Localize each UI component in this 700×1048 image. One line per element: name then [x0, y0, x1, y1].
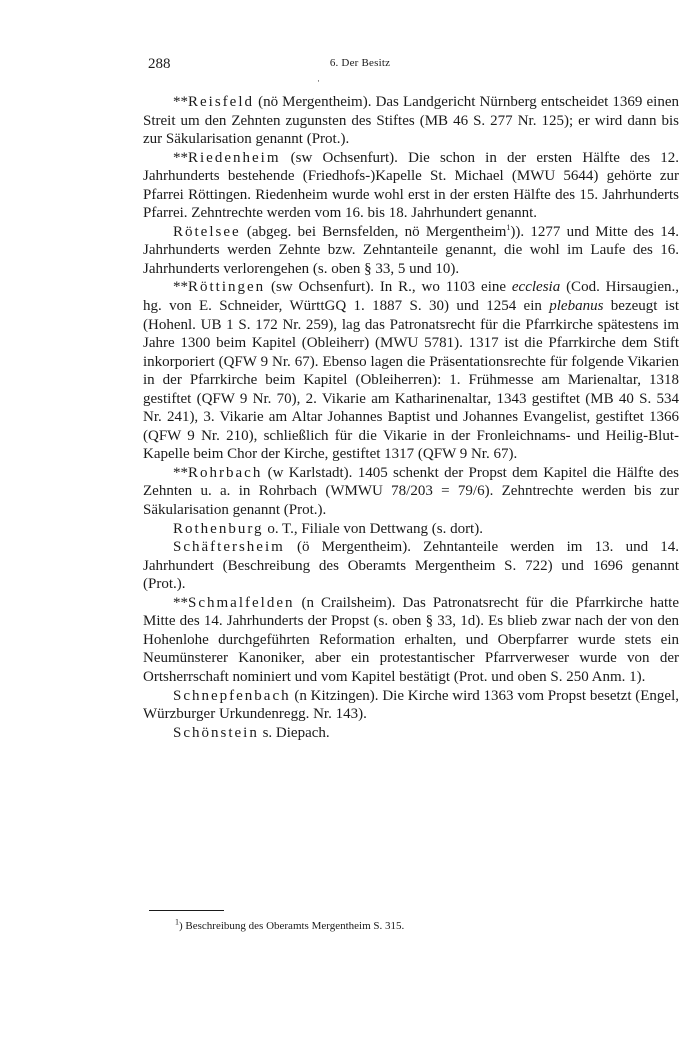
- entry-roetelsee: [143, 223, 679, 279]
- entry-text: (sw Ochsenfurt). In R., wo 1103 eine: [265, 279, 512, 296]
- place-name: Schönstein: [173, 724, 259, 741]
- entry-text: o. T., Filiale von Dettwang (s. dort).: [263, 520, 483, 537]
- place-name: Rötelsee: [173, 223, 241, 240]
- footnote-reference: 1: [506, 222, 511, 232]
- place-name: Reisfeld: [188, 94, 254, 110]
- footnote-marker: 1: [175, 917, 179, 927]
- place-name: Rothenburg: [173, 520, 264, 537]
- entry-marker: **: [173, 279, 188, 296]
- entry-roettingen: [143, 278, 679, 463]
- footnote-text: Beschreibung des Oberamts Mergentheim S. 315.: [185, 920, 405, 932]
- place-name: Schnepfenbach: [173, 687, 291, 704]
- entry-text: (n Crailsheim). Das Patronatsrecht für die Pfarrkirche hatte Mitte des 14. Jahrhunderts der Propst (s. oben § 33, 1d). Es blieb zwar nach der von den Hohenlohe durchgeführten Reformation erhalten, und Oberpfarrer wurde stets ein Neumünsterer Kanoniker, aber ein protestantischer Pfarrverweser wurde von der Ortsherrschaft nominiert und vom Kapitel bestätigt (Prot. und oben S. 250 Anm. 1).: [143, 594, 679, 685]
- entry-text: s. Diepach.: [258, 724, 330, 741]
- entry-schoenstein: [143, 724, 679, 743]
- entry-text: (nö Mergentheim). Das Landgericht Nürnberg entscheidet 1369 einen Streit um den Zehnten zugunsten des Stiftes (MB 46 S. 277 Nr. 125); er wird dann bis zur Säkularisation genannt (Prot.).: [143, 94, 679, 148]
- footnote-divider: [149, 910, 224, 911]
- place-name: Schäftersheim: [173, 539, 285, 556]
- entry-text: bezeugt ist (Hohenl. UB 1 S. 172 Nr. 259), lag das Patronatsrecht für die Pfarrkirche spätestens im Jahre 1300 beim Kapitel (Obleiherr) (MWU 5781). 1317 ist die Pfarrkirche dem Stift inkorporiert (QFW 9 Nr. 67). Ebenso lagen die Präsentationsrechte für folgende Vikarien in der Pfarrkirche beim Kapitel (Obleiherren): 1. Frühmesse am Marienaltar, 1318 gestiftet (QFW 9 Nr. 70), 2. Vikarie am Katharinenaltar, 1343 gestiftet (MB 40 S. 534 Nr. 241), 3. Vikarie am Altar Johannes Baptist und Johannes Evangelist, gestiftet 1366 (QFW 9 Nr. 210), schließlich für die Vikarie in der Fronleichnams- und Heilig-Blut-Kapelle beim Chor der Kirche, gestiftet 1317 (QFW 9 Nr. 67).: [143, 298, 679, 463]
- place-name: Röttingen: [188, 279, 266, 296]
- entry-riedenheim: [143, 149, 679, 223]
- place-name: Riedenheim: [188, 149, 281, 166]
- entry-schnepfenbach: [143, 687, 679, 724]
- entry-reisfeld: [143, 93, 679, 149]
- entry-marker: **: [173, 594, 188, 611]
- running-head: 6. Der Besitz: [329, 57, 391, 69]
- main-text: [143, 93, 679, 742]
- page-number: 288: [148, 56, 171, 72]
- entry-schmalfelden: [143, 594, 679, 687]
- entry-rothenburg: [143, 520, 679, 539]
- entry-text: (n Kitzingen). Die Kirche wird 1363 vom Propst besetzt (Engel, Würzburger Urkundenregg. Nr. 143).: [143, 687, 679, 723]
- entry-schaeftersheim: [143, 538, 679, 594]
- entry-text: (Cod. Hirsaugien., hg. von E. Schneider, WürttGQ 1. 1887 S. 30) und 1254 ein: [143, 279, 679, 315]
- footnote: $^1$) Beschreibung des Oberamts Mergentheim S. 315.: [175, 917, 405, 932]
- entry-text: (w Karlstadt). 1405 schenkt der Propst dem Kapitel die Hälfte des Zehnten u. a. in Rohrbach (WMWU 78/203 = 79/6). Zehntrechte werden bis zur Säkularisation genannt (Prot.).: [143, 464, 679, 519]
- entry-text: (ö Mergentheim). Zehntanteile werden im 13. und 14. Jahrhundert (Beschreibung des Oberamts Mergentheim S. 722) und 1696 genannt (Prot.).: [143, 539, 679, 593]
- place-name: Rohrbach: [188, 464, 263, 481]
- entry-marker: **: [173, 149, 188, 166]
- stray-dot: ·: [317, 76, 320, 86]
- italic-term: plebanus: [549, 298, 604, 315]
- place-name: Schmalfelden: [188, 594, 295, 611]
- entry-text: (abgeg. bei Bernsfelden, nö Mergentheim: [240, 223, 507, 240]
- entry-marker: **: [173, 464, 188, 481]
- entry-marker: **: [173, 94, 188, 110]
- entry-text: )). 1277 und Mitte des 14. Jahrhunderts werden Zehnte bzw. Zehntanteile genannt, die wohl im Laufe des 16. Jahrhunderts verlorengehen (s. oben § 33, 5 und 10).: [143, 223, 679, 277]
- italic-term: ecclesia: [511, 279, 561, 296]
- entry-rohrbach: [143, 464, 679, 520]
- entry-text: (sw Ochsenfurt). Die schon in der ersten Hälfte des 12. Jahrhunderts bestehende (Friedhofs-)Kapelle St. Michael (MWU 5644) gehörte zur Pfarrei Röttingen. Riedenheim wurde wohl erst in der ersten Hälfte des 15. Jahrhunderts Pfarrei. Zehntrechte werden vom 16. bis 18. Jahrhundert genannt.: [143, 149, 679, 222]
